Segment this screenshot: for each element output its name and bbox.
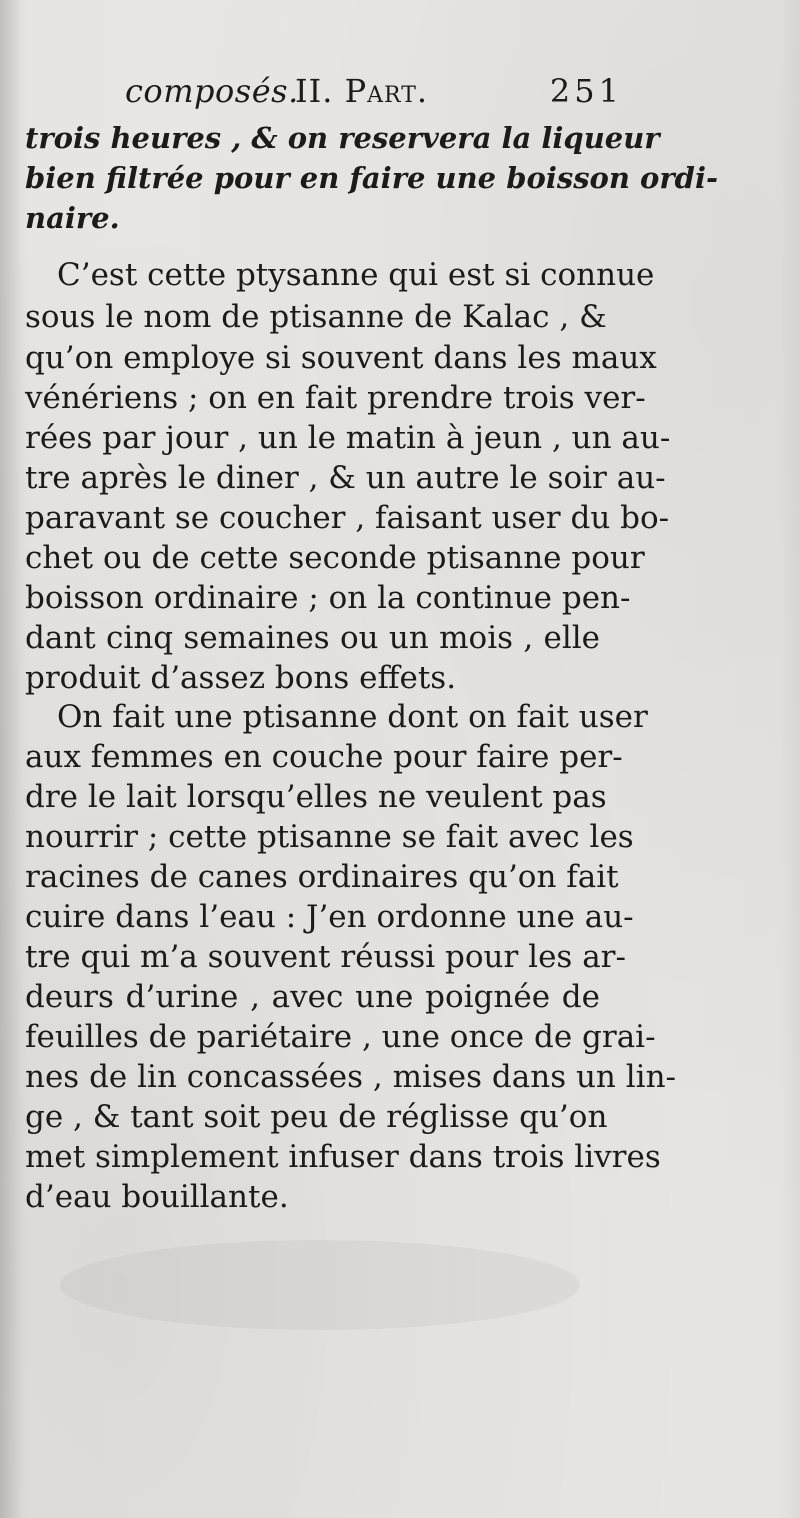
paragraph-2-line: nes de lin concassées , mises dans un lin- <box>25 1059 677 1095</box>
paragraph-1-line: vénériens ; on en fait prendre trois ver- <box>25 380 646 416</box>
paragraph-2-line: d’eau bouillante. <box>25 1179 289 1215</box>
running-head-title: composés. <box>125 72 299 110</box>
paragraph-1-line: chet ou de cette seconde ptisanne pour <box>25 540 645 576</box>
paragraph-2-line: met simplement infuser dans trois livres <box>25 1139 661 1175</box>
paragraph-1-line: paravant se coucher , faisant user du bo- <box>25 500 670 536</box>
recipe-line: trois heures , & on reservera la liqueur <box>25 121 660 155</box>
paragraph-1-line: dant cinq semaines ou un mois , elle <box>25 620 600 656</box>
running-head <box>125 66 625 116</box>
paragraph-2-line: aux femmes en couche pour faire per- <box>25 739 623 775</box>
paper-stain <box>60 1240 580 1330</box>
page-number: 251 <box>549 72 623 110</box>
binding-gutter-shadow <box>0 0 22 1518</box>
paragraph-1-line: qu’on employe si souvent dans les maux <box>25 340 657 376</box>
paragraph-1-line: rées par jour , un le matin à jeun , un au- <box>25 420 671 456</box>
paragraph-2-line: nourrir ; cette ptisanne se fait avec les <box>25 819 634 855</box>
paragraph-2-line: deurs d’urine , avec une poignée de <box>25 979 600 1015</box>
paragraph-1-line: produit d’assez bons effets. <box>25 660 457 696</box>
paragraph-2-line: racines de canes ordinaires qu’on fait <box>25 859 619 895</box>
paragraph-1-line: C’est cette ptysanne qui est si connue <box>57 257 655 293</box>
running-head-part: II. Part. <box>295 72 429 110</box>
paragraph-1-line: sous le nom de ptisanne de Kalac , & <box>25 299 607 335</box>
paragraph-2-line: ge , & tant soit peu de réglisse qu’on <box>25 1099 608 1135</box>
paragraph-2-line: cuire dans l’eau : J’en ordonne une au- <box>25 899 634 935</box>
paragraph-1-line: tre après le diner , & un autre le soir au- <box>25 460 666 496</box>
paragraph-2-line: dre le lait lorsqu’elles ne veulent pas <box>25 779 607 815</box>
paragraph-2-line: On fait une ptisanne dont on fait user <box>57 699 648 735</box>
recipe-line: bien filtrée pour en faire une boisson ordi- <box>25 161 718 195</box>
paragraph-1-line: boisson ordinaire ; on la continue pen- <box>25 580 631 616</box>
paragraph-2-line: feuilles de pariétaire , une once de grai- <box>25 1019 656 1055</box>
recipe-line: naire. <box>25 201 120 235</box>
paragraph-2-line: tre qui m’a souvent réussi pour les ar- <box>25 939 626 975</box>
